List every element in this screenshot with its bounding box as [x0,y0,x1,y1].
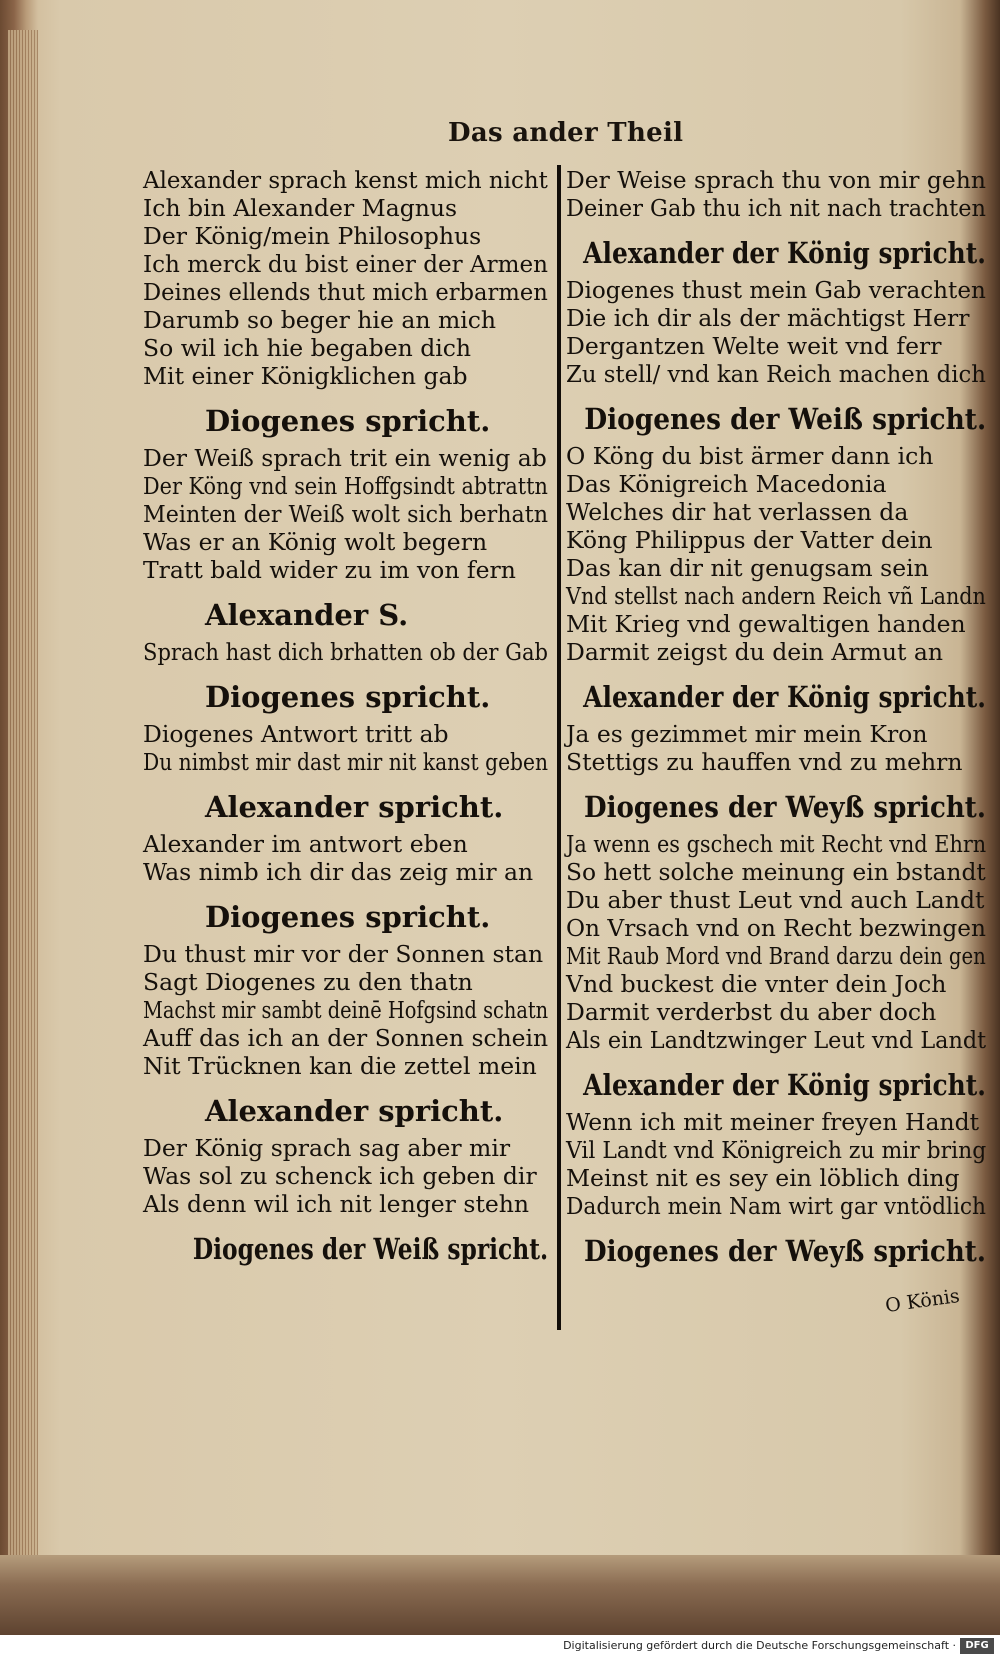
verse-line: Köng Philippus der Vatter dein [566,526,933,554]
verse-line: Ja wenn es gschech mit Recht vnd Ehrn [566,830,987,858]
verse-line: Ich bin Alexander Magnus [143,194,458,222]
verse-line: Auff das ich an der Sonnen schein [143,1024,549,1052]
verse-line: Tratt bald wider zu im von fern [143,556,516,584]
verse-line: Dadurch mein Nam wirt gar vntödlich [566,1192,987,1220]
verse-line: Deiner Gab thu ich nit nach trachten [566,194,986,222]
verse-line: Diogenes Antwort tritt ab [143,720,449,748]
verse-line: Du nimbst mir dast mir nit kanst geben [143,748,549,776]
verse-line: Dergantzen Welte weit vnd ferr [566,332,942,360]
verse-line: Sprach hast dich brhatten ob der Gab [143,638,549,666]
verse-line: Wenn ich mit meiner freyen Handt [566,1108,980,1136]
footer-bar [0,1635,1000,1659]
verse-line: Darmit verderbst du aber doch [566,998,937,1026]
verse-line: Darmit zeigst du dein Armut an [566,638,944,666]
verse-line: Was sol zu schenck ich geben dir [143,1162,537,1190]
verse-line: Deines ellends thut mich erbarmen [143,278,548,306]
verse-line: Vnd buckest die vnter dein Joch [566,970,947,998]
speaker-heading: Diogenes spricht. [205,900,491,934]
verse-line: Du thust mir vor der Sonnen stan [143,940,544,968]
speaker-heading: Alexander der König spricht. [583,1068,986,1102]
verse-line: Die ich dir als der mächtigst Herr [566,304,970,332]
verse-line: Vil Landt vnd Königreich zu mir bring [566,1136,987,1164]
verse-line: So wil ich hie begaben dich [143,334,472,362]
verse-line: Der Weise sprach thu von mir gehn [566,166,986,194]
speaker-heading: Diogenes spricht. [205,680,491,714]
verse-line: Ich merck du bist einer der Armen [143,250,549,278]
verse-line: On Vrsach vnd on Recht bezwingen [566,914,986,942]
verse-line: Alexander im antwort eben [143,830,468,858]
verse-line: Diogenes thust mein Gab verachten [566,276,986,304]
speaker-heading: Diogenes der Weiß spricht. [192,1232,549,1266]
verse-line: Meinten der Weiß wolt sich berhatn [143,500,548,528]
verse-line: Der König/mein Philosophus [143,222,482,250]
speaker-heading: Diogenes der Weyß spricht. [583,1234,986,1268]
verse-line: Darumb so beger hie an mich [143,306,497,334]
verse-line: Meinst nit es sey ein löblich ding [566,1164,960,1192]
speaker-heading: Alexander spricht. [205,1094,504,1128]
left-column [143,166,549,1272]
right-column [566,166,987,1274]
verse-line: Was nimb ich dir das zeig mir an [143,858,534,886]
verse-line: Mit Raub Mord vnd Brand darzu dein gen [566,942,986,970]
verse-line: Ja es gezimmet mir mein Kron [566,720,928,748]
speaker-heading: Diogenes spricht. [205,404,491,438]
page-bottom-edge [0,1555,1000,1635]
verse-line: Machst mir sambt deinē Hofgsind schatn [143,996,549,1024]
verse-line: Du aber thust Leut vnd auch Landt [566,886,985,914]
verse-line: Mit einer Königklichen gab [143,362,468,390]
verse-line: So hett solche meinung ein bstandt [566,858,986,886]
verse-line: Das kan dir nit genugsam sein [566,554,929,582]
verse-line: Welches dir hat verlassen da [566,498,909,526]
verse-line: Stettigs zu hauffen vnd zu mehrn [566,748,963,776]
verse-line: Der König sprach sag aber mir [143,1134,511,1162]
speaker-heading: Diogenes der Weyß spricht. [583,790,986,824]
speaker-heading: Alexander spricht. [205,790,504,824]
verse-line: Mit Krieg vnd gewaltigen handen [566,610,966,638]
verse-line: Sagt Diogenes zu den thatn [143,968,473,996]
verse-line: Als denn wil ich nit lenger stehn [143,1190,530,1218]
footer-credit: Digitalisierung gefördert durch die Deutsche Forschungsgemeinschaft · [563,1639,956,1652]
catchword: O Könis [883,1284,961,1318]
verse-line: Der Weiß sprach trit ein wenig ab [143,444,547,472]
column-divider [557,165,561,1330]
verse-line: Der Köng vnd sein Hoffgsindt abtrattn [143,472,548,500]
verse-line: Vnd stellst nach andern Reich vñ Landn [566,582,986,610]
verse-line: Zu stell/ vnd kan Reich machen dich [566,360,986,388]
speaker-heading: Alexander der König spricht. [583,236,986,270]
speaker-heading: Alexander S. [205,598,409,632]
speaker-heading: Diogenes der Weiß spricht. [584,402,987,436]
verse-line: Alexander sprach kenst mich nicht [143,166,548,194]
page-edges [8,30,38,1560]
page-header: Das ander Theil [448,118,684,148]
speaker-heading: Alexander der König spricht. [583,680,986,714]
verse-line: Das Königreich Macedonia [566,470,887,498]
dfg-logo: DFG [960,1638,994,1654]
verse-line: Nit Trücknen kan die zettel mein [143,1052,537,1080]
verse-line: Als ein Landtzwinger Leut vnd Landt [566,1026,987,1054]
verse-line: O Köng du bist ärmer dann ich [566,442,934,470]
verse-line: Was er an König wolt begern [143,528,488,556]
